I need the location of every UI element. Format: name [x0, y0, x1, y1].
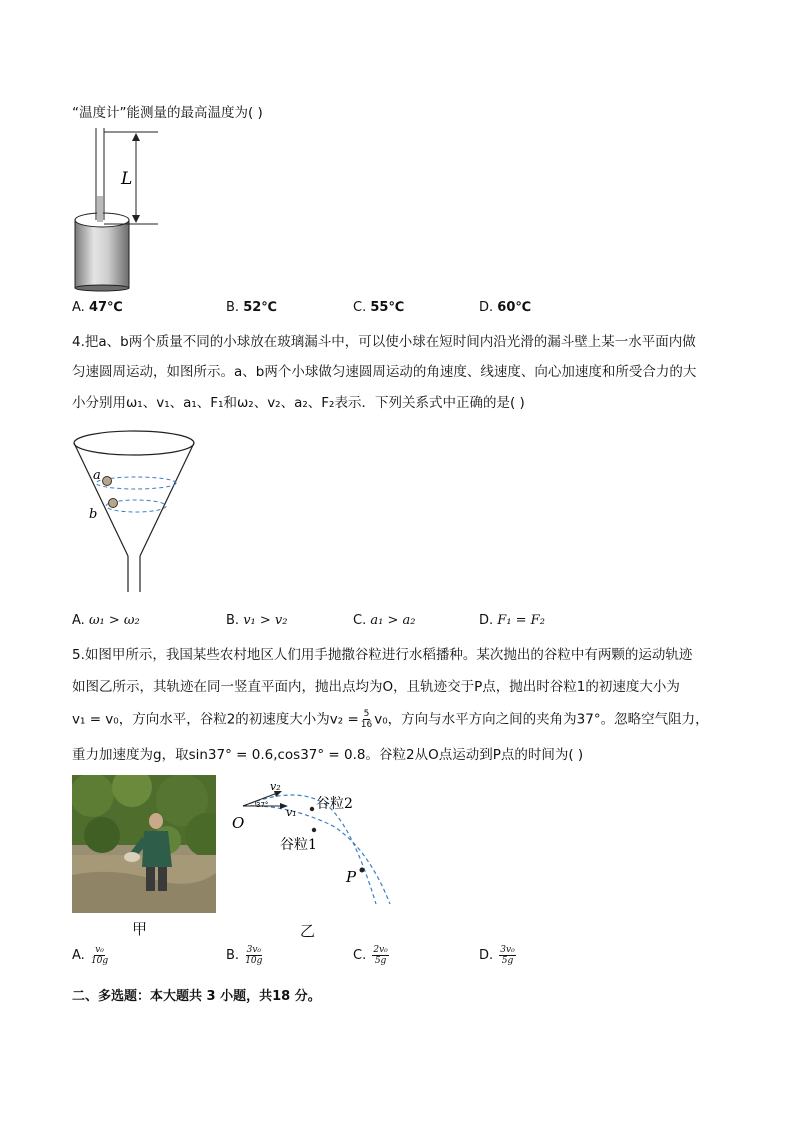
- label-a: a: [93, 468, 101, 483]
- caption-jia: 甲: [132, 920, 148, 938]
- q4-option-c[interactable]: C. a₁ > a₂: [353, 613, 416, 628]
- q5-line3: v₁ = v₀，方向水平，谷粒2的初速度大小为v₂ = $\frac{5}{16}$ v₀，方向与水平方向之间的夹角为37°。忽略空气阻力，: [72, 709, 709, 730]
- label-P: P: [346, 868, 357, 886]
- trajectory-figure: [228, 776, 398, 916]
- label-O: O: [232, 814, 245, 832]
- q3-option-b[interactable]: B. 52℃: [226, 300, 278, 315]
- thermometer-figure: [70, 128, 170, 292]
- funnel-figure: [72, 428, 200, 594]
- label-grain-1: 谷粒1: [280, 837, 317, 853]
- label-v1: v₁: [286, 806, 297, 819]
- q3-option-a[interactable]: A. 47℃: [72, 300, 123, 315]
- q4-line2: 匀速圆周运动，如图所示。a、b两个小球做匀速圆周运动的角速度、线速度、向心加速度和所受合力的大: [72, 364, 697, 380]
- q4-option-b[interactable]: B. v₁ > v₂: [226, 613, 288, 628]
- q3-option-c[interactable]: C. 55℃: [353, 300, 405, 315]
- q3-option-d[interactable]: D. 60℃: [479, 300, 532, 315]
- fraction-5-16: $\frac{5}{16}$: [360, 709, 373, 730]
- q5-option-c[interactable]: C. $\frac{\text{2v₀}}{5g}$: [353, 945, 388, 966]
- q5-option-d[interactable]: D. $\frac{\text{3v₀}}{5g}$: [479, 945, 515, 966]
- label-v2: v₂: [270, 780, 281, 793]
- trajectory-grain-1: [243, 806, 390, 904]
- q4-line3: 小分别用ω₁、v₁、a₁、F₁和ω₂、v₂、a₂、F₂表示．下列关系式中正确的是( ): [72, 395, 525, 411]
- section-2-title: 二、多选题：本大题共 3 小题，共18 分。: [72, 989, 321, 1004]
- q4-line1: 4.把a、b两个质量不同的小球放在玻璃漏斗中，可以使小球在短时间内沿光滑的漏斗壁上某一水平面内做: [72, 334, 696, 350]
- q5-line4: 重力加速度为g，取sin37° = 0.6,cos37° = 0.8。谷粒2从O点运动到P点的时间为( ): [72, 747, 584, 763]
- q4-option-a[interactable]: A. ω₁ > ω₂: [72, 613, 140, 628]
- q5-line2: 如图乙所示，其轨迹在同一竖直平面内，抛出点均为O，且轨迹交于P点，抛出时谷粒1的初速度大小为: [72, 679, 680, 695]
- ball-b: [109, 499, 118, 508]
- q3-stem: “温度计”能测量的最高温度为( ): [72, 105, 263, 121]
- q5-option-b[interactable]: B. $\frac{\text{3v₀}}{10g}$: [226, 945, 263, 966]
- ball-a: [103, 477, 112, 486]
- label-grain-2: 谷粒2: [316, 796, 353, 812]
- q4-option-d[interactable]: D. F₁ = F₂: [479, 613, 545, 628]
- q5-option-a[interactable]: A. $\frac{\text{v₀}}{10g}$: [72, 945, 109, 966]
- farmer-photo: [72, 775, 216, 913]
- q5-line1: 5.如图甲所示，我国某些农村地区人们用手抛撒谷粒进行水稻播种。某次抛出的谷粒中有两颗的运动轨迹: [72, 647, 693, 663]
- label-L: L: [121, 169, 133, 189]
- label-b: b: [89, 507, 98, 522]
- caption-yi: 乙: [300, 922, 316, 940]
- label-angle: 37°: [256, 801, 269, 809]
